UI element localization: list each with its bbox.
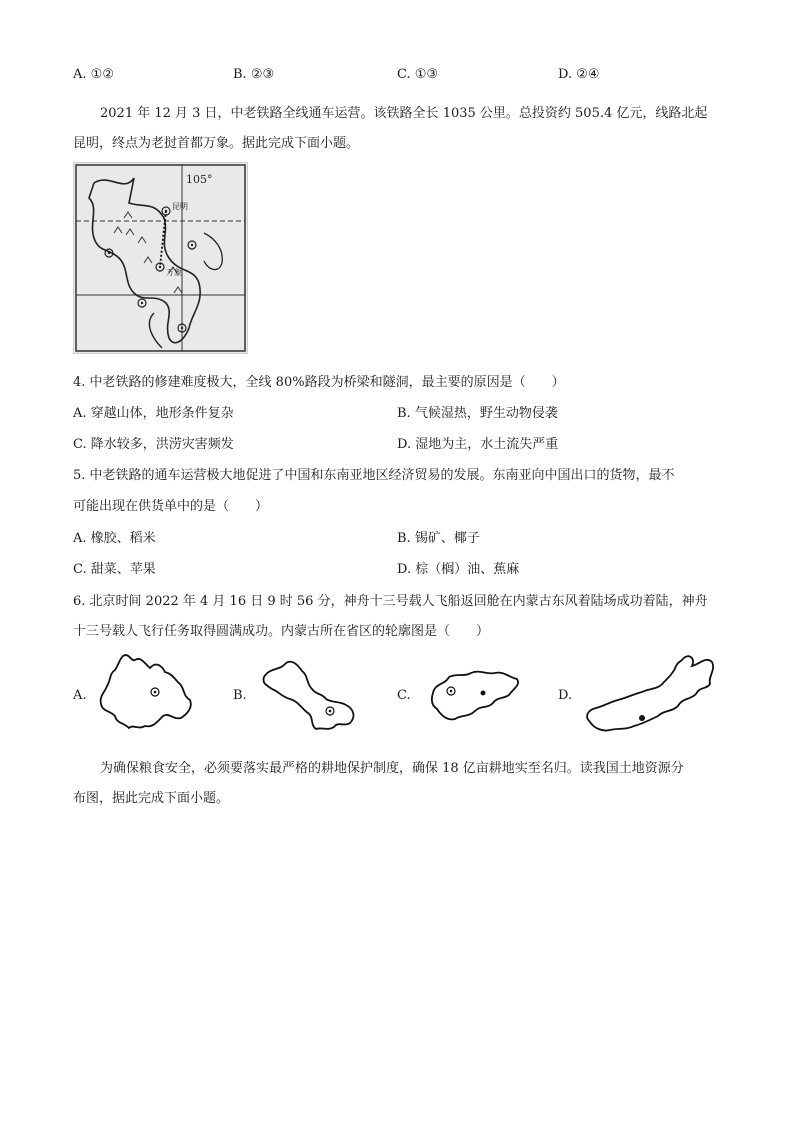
q6-outline-d — [580, 650, 725, 740]
q4-option-c: C. 降水较多，洪涝灾害频发 — [73, 437, 234, 452]
q3-option-a: A. ①② — [73, 67, 114, 82]
intro1-line1: 2021 年 12 月 3 日，中老铁路全线通车运营。该铁路全长 1035 公里。总投资约 505.4 亿元，线路北起 — [100, 106, 708, 121]
railway-map-drawing — [74, 163, 247, 353]
intro2-line2: 布图，据此完成下面小题。 — [73, 791, 230, 806]
q6-outline-c — [425, 665, 525, 725]
longitude-label: 105° — [186, 173, 213, 186]
q6-option-d-label: D. — [558, 688, 573, 703]
q6-option-b-label: B. — [233, 688, 247, 703]
q3-option-b: B. ②③ — [233, 67, 275, 82]
q5-option-c: C. 甜菜、苹果 — [73, 562, 156, 577]
q5-stem-line1: 5. 中老铁路的通车运营极大地促进了中国和东南亚地区经济贸易的发展。东南亚向中国出口的货物，最不 — [73, 468, 675, 483]
q5-option-d: D. 棕（榈）油、蕉麻 — [397, 562, 520, 577]
q5-option-b: B. 锡矿、椰子 — [397, 531, 480, 546]
q6-outline-b — [258, 655, 363, 735]
q3-option-d: D. ②④ — [558, 67, 600, 82]
q6-stem-line1: 6. 北京时间 2022 年 4 月 16 日 9 时 56 分，神舟十三号载人飞船返回舱在内蒙古东风着陆场成功着陆，神舟 — [73, 594, 708, 609]
q6-stem-line2: 十三号载人飞行任务取得圆满成功。内蒙古所在省区的轮廓图是（ ） — [73, 624, 490, 639]
q5-stem-line2: 可能出现在供货单中的是（ ） — [73, 499, 269, 514]
q6-outline-a — [95, 650, 200, 735]
q4-option-a: A. 穿越山体，地形条件复杂 — [73, 406, 234, 421]
q5-option-a: A. 橡胶、稻米 — [73, 531, 156, 546]
q6-option-c-label: C. — [397, 688, 411, 703]
railway-map — [73, 162, 248, 354]
q4-stem: 4. 中老铁路的修建难度极大，全线 80%路段为桥梁和隧洞，最主要的原因是（ ） — [73, 375, 565, 390]
q6-option-a-label: A. — [73, 688, 87, 703]
intro2-line1: 为确保粮食安全，必须要落实最严格的耕地保护制度，确保 18 亿亩耕地实至名归。读我国土地资源分 — [100, 761, 684, 776]
q3-option-c: C. ①③ — [397, 67, 439, 82]
q4-option-b: B. 气候湿热，野生动物侵袭 — [397, 406, 558, 421]
city-label-kunming: 昆明 — [172, 202, 188, 211]
city-label-vientiane: 万象 — [166, 268, 182, 277]
q4-option-d: D. 湿地为主，水土流失严重 — [397, 437, 559, 452]
intro1-line2: 昆明，终点为老挝首都万象。据此完成下面小题。 — [73, 136, 360, 151]
